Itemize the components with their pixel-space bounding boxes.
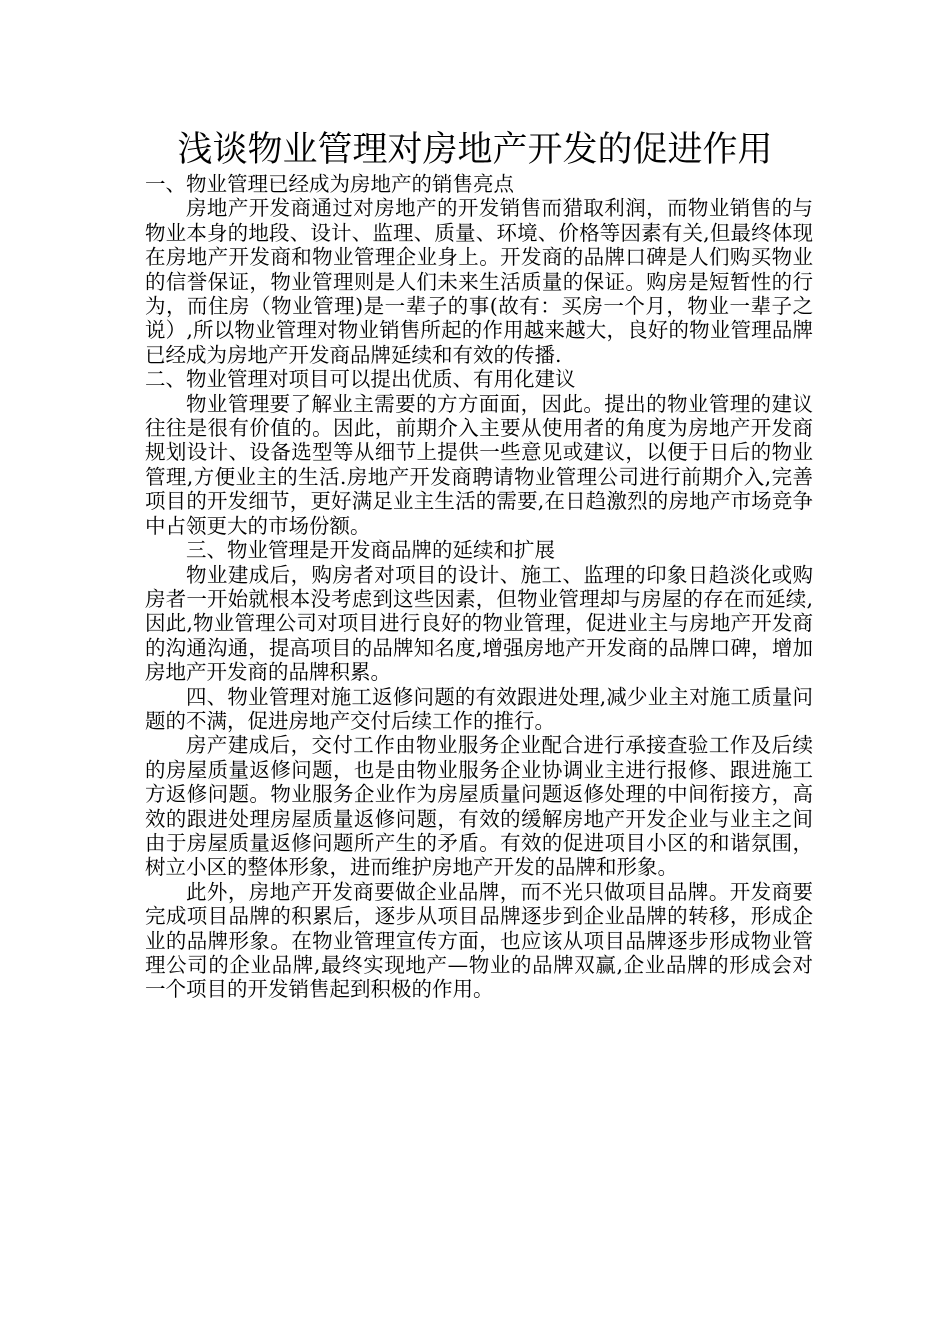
- section-heading-2: 二、物业管理对项目可以提出优质、有用化建议: [145, 367, 576, 392]
- paragraph-5: 此外，房地产开发商要做企业品牌，而不光只做项目品牌。开发商要完成项目品牌的积累后，逐步从项目品牌逐步到企业品牌的转移，形成企业的品牌形象。在物业管理宣传方面，也应该从项目品牌逐步形成物业管理公司的企业品牌,最终实现地产—物业的品牌双赢,企业品牌的形成会对一个项目的开发销售起到积极的作用。: [145, 879, 813, 1002]
- document-title: 浅谈物业管理对房地产开发的促进作用: [177, 130, 773, 170]
- document-body: [145, 172, 813, 1002]
- paragraph-4: 房产建成后，交付工作由物业服务企业配合进行承接查验工作及后续的房屋质量返修问题，也是由物业服务企业协调业主进行报修、跟进施工方返修问题。物业服务企业作为房屋质量问题返修处理的中间衔接方，高效的跟进处理房屋质量返修问题，有效的缓解房地产开发企业与业主之间由于房屋质量返修问题所产生的矛盾。有效的促进项目小区的和谐氛围，树立小区的整体形象，进而维护房地产开发的品牌和形象。: [145, 733, 813, 880]
- section-heading-4: 四、物业管理对施工返修问题的有效跟进处理,减少业主对施工质量问题的不满，促进房地产交付后续工作的推行。: [145, 684, 813, 733]
- paragraph-3: 物业建成后，购房者对项目的设计、施工、监理的印象日趋淡化或购房者一开始就根本没考虑到这些因素，但物业管理却与房屋的存在而延续,因此,物业管理公司对项目进行良好的物业管理，促进业主与房地产开发商的沟通沟通，提高项目的品牌知名度,增强房地产开发商的品牌口碑，增加房地产开发商的品牌积累。: [145, 562, 813, 685]
- paragraph-2: 物业管理要了解业主需要的方方面面，因此。提出的物业管理的建议往往是很有价值的。因此，前期介入主要从使用者的角度为房地产开发商规划设计、设备选型等从细节上提供一些意见或建议，以便于日后的物业管理,方便业主的生活.房地产开发商聘请物业管理公司进行前期介入,完善项目的开发细节，更好满足业主生活的需要,在日趋激烈的房地产市场竞争中占领更大的市场份额。: [145, 391, 813, 538]
- section-heading-3: 三、物业管理是开发商品牌的延续和扩展: [186, 538, 555, 563]
- section-heading-1: 一、物业管理已经成为房地产的销售亮点: [145, 172, 514, 196]
- paragraph-1: 房地产开发商通过对房地产的开发销售而猎取利润，而物业销售的与物业本身的地段、设计、监理、质量、环境、价格等因素有关,但最终体现在房地产开发商和物业管理企业身上。开发商的品牌口碑是人们购买物业的信誉保证，物业管理则是人们未来生活质量的保证。购房是短暂性的行为，而住房（物业管理)是一辈子的事(故有：买房一个月，物业一辈子之说）,所以物业管理对物业销售所起的作用越来越大，良好的物业管理品牌已经成为房地产开发商品牌延续和有效的传播.: [145, 196, 813, 367]
